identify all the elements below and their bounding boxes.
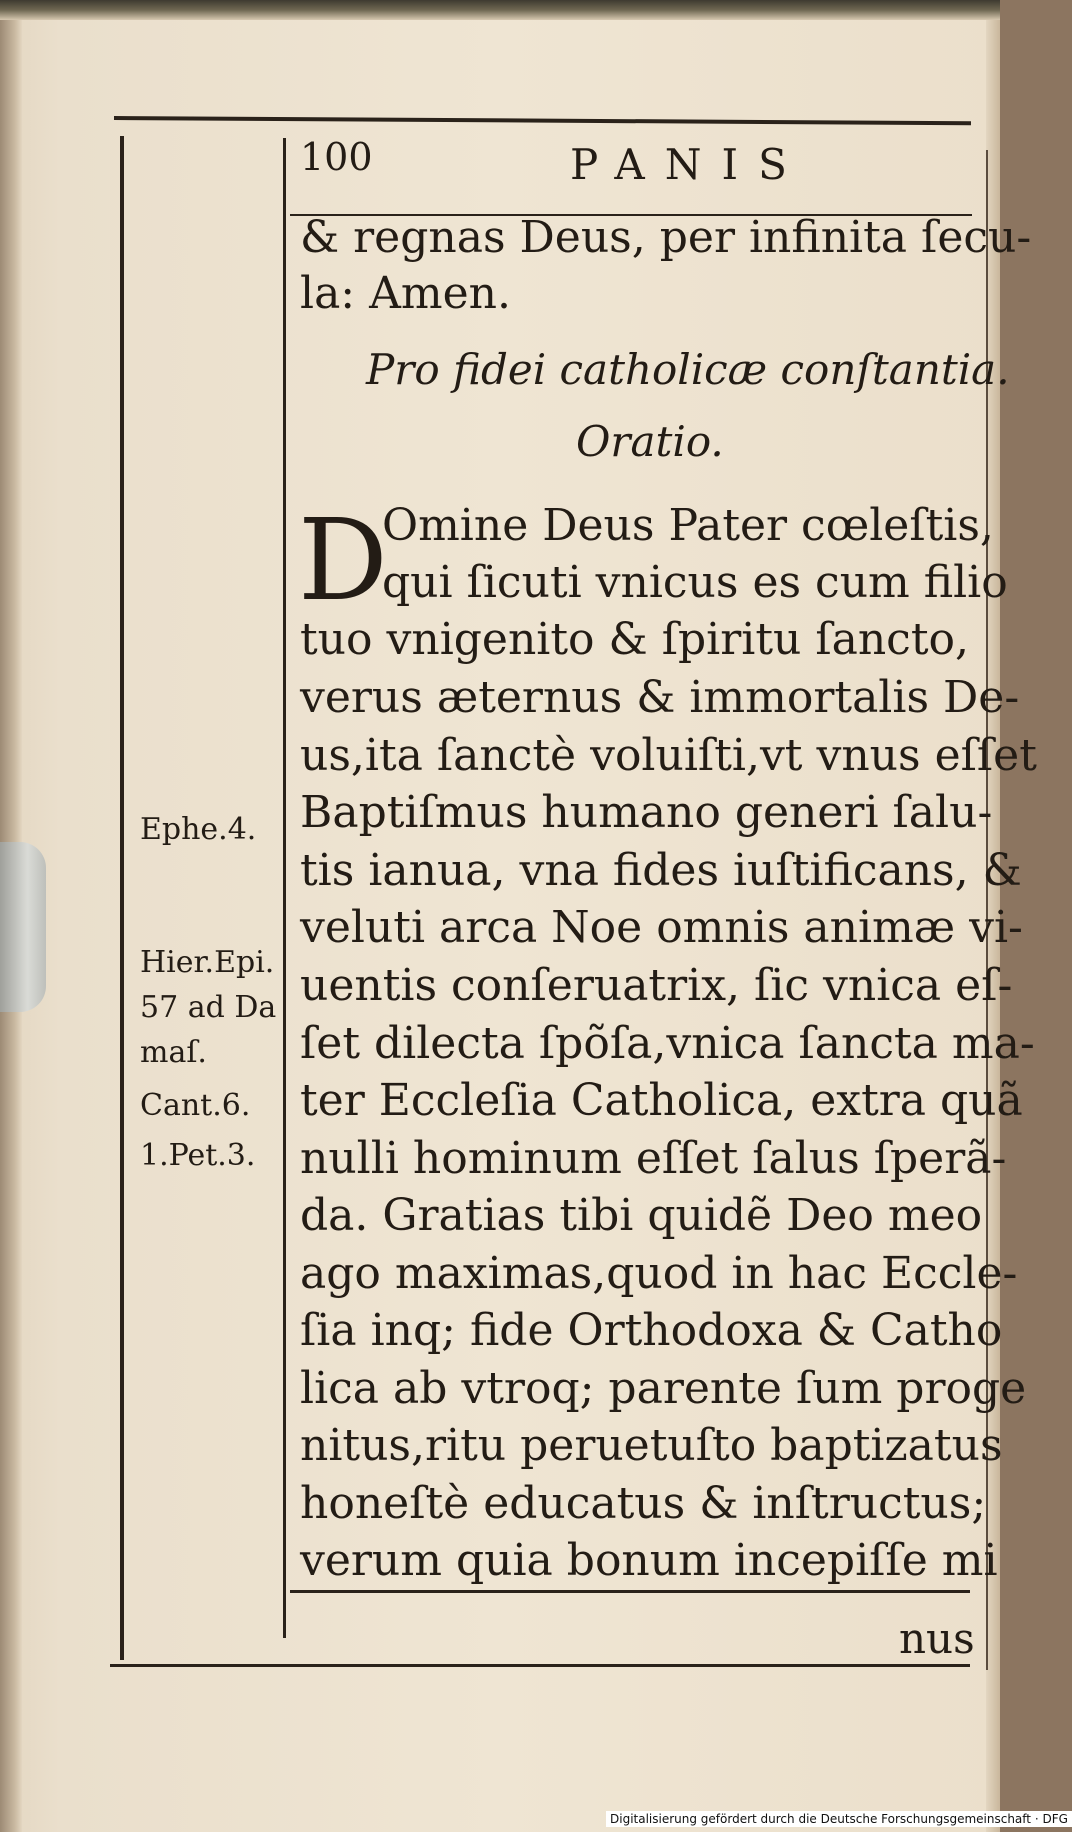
text-line-2: la: Amen. [300,268,511,319]
prayer-line: ſet dilecta ſpõſa,vnica ſancta ma- [300,1018,1035,1069]
prayer-line: honeſtè educatus & inſtructus; [300,1478,987,1529]
prayer-line: ago maximas,quod in hac Eccle- [300,1248,1018,1299]
prayer-line: da. Gratias tibi quidẽ Deo meo [300,1190,983,1241]
digitization-credit: Digitalisierung gefördert durch die Deutsche Forschungsgemeinschaft · DFG [606,1811,1072,1827]
prayer-line: nulli hominum eſſet ſalus ſperã- [300,1133,1007,1184]
margin-note-epistle: 57 ad Da [140,990,277,1025]
margin-note-canticles: Cant.6. [140,1088,251,1123]
top-page-edge [0,0,1000,20]
catchword: nus [899,1614,975,1663]
text-line-1: & regnas Deus, per infinita ſecu- [300,212,1032,263]
margin-note-peter: 1.Pet.3. [140,1138,256,1173]
prayer-line: veluti arca Noe omnis animæ vi- [300,902,1023,953]
prayer-line: ſia inq; fide Orthodoxa & Catho [300,1305,1003,1356]
page-number: 100 [300,135,373,179]
text-bottom-rule [290,1590,970,1593]
section-title: Pro fidei catholicæ conſtantia. [366,345,1010,394]
section-subtitle: Oratio. [576,417,724,466]
margin-divider-rule [283,138,286,1638]
prayer-line: nitus,ritu peruetuſto baptizatus [300,1420,1003,1471]
prayer-line: Baptiſmus humano generi ſalu- [300,787,993,838]
prayer-line: tis ianua, vna fides iuſtificans, & [300,845,1022,896]
prayer-line: lica ab vtroq; parente ſum proge [300,1363,1027,1414]
prayer-line: Omine Deus Pater cœleſtis, [382,500,994,551]
footer-rule [110,1664,970,1667]
prayer-line: ter Eccleſia Catholica, extra quã [300,1075,1023,1126]
margin-note-hieronymus: Hier.Epi. [140,945,275,980]
prayer-line: us,ita ſanctè voluiſti,vt vnus eſſet [300,730,1037,781]
running-head: PANIS [570,140,807,189]
prayer-line: uentis conſeruatrix, ſic vnica eſ- [300,960,1013,1011]
page-clip-icon [0,842,46,1012]
prayer-line: verum quia bonum incepiſſe mi [300,1535,998,1586]
prayer-line: verus æternus & immortalis De- [300,672,1020,723]
top-border-rule [114,116,971,125]
prayer-line: qui ſicuti vnicus es cum filio [382,557,1008,608]
margin-note-damasus: maſ. [140,1035,207,1070]
drop-capital: D [298,496,388,626]
margin-note-ephesians: Ephe.4. [140,812,257,847]
left-border-rule [120,136,124,1660]
prayer-line: tuo vnigenito & ſpiritu ſancto, [300,614,969,665]
